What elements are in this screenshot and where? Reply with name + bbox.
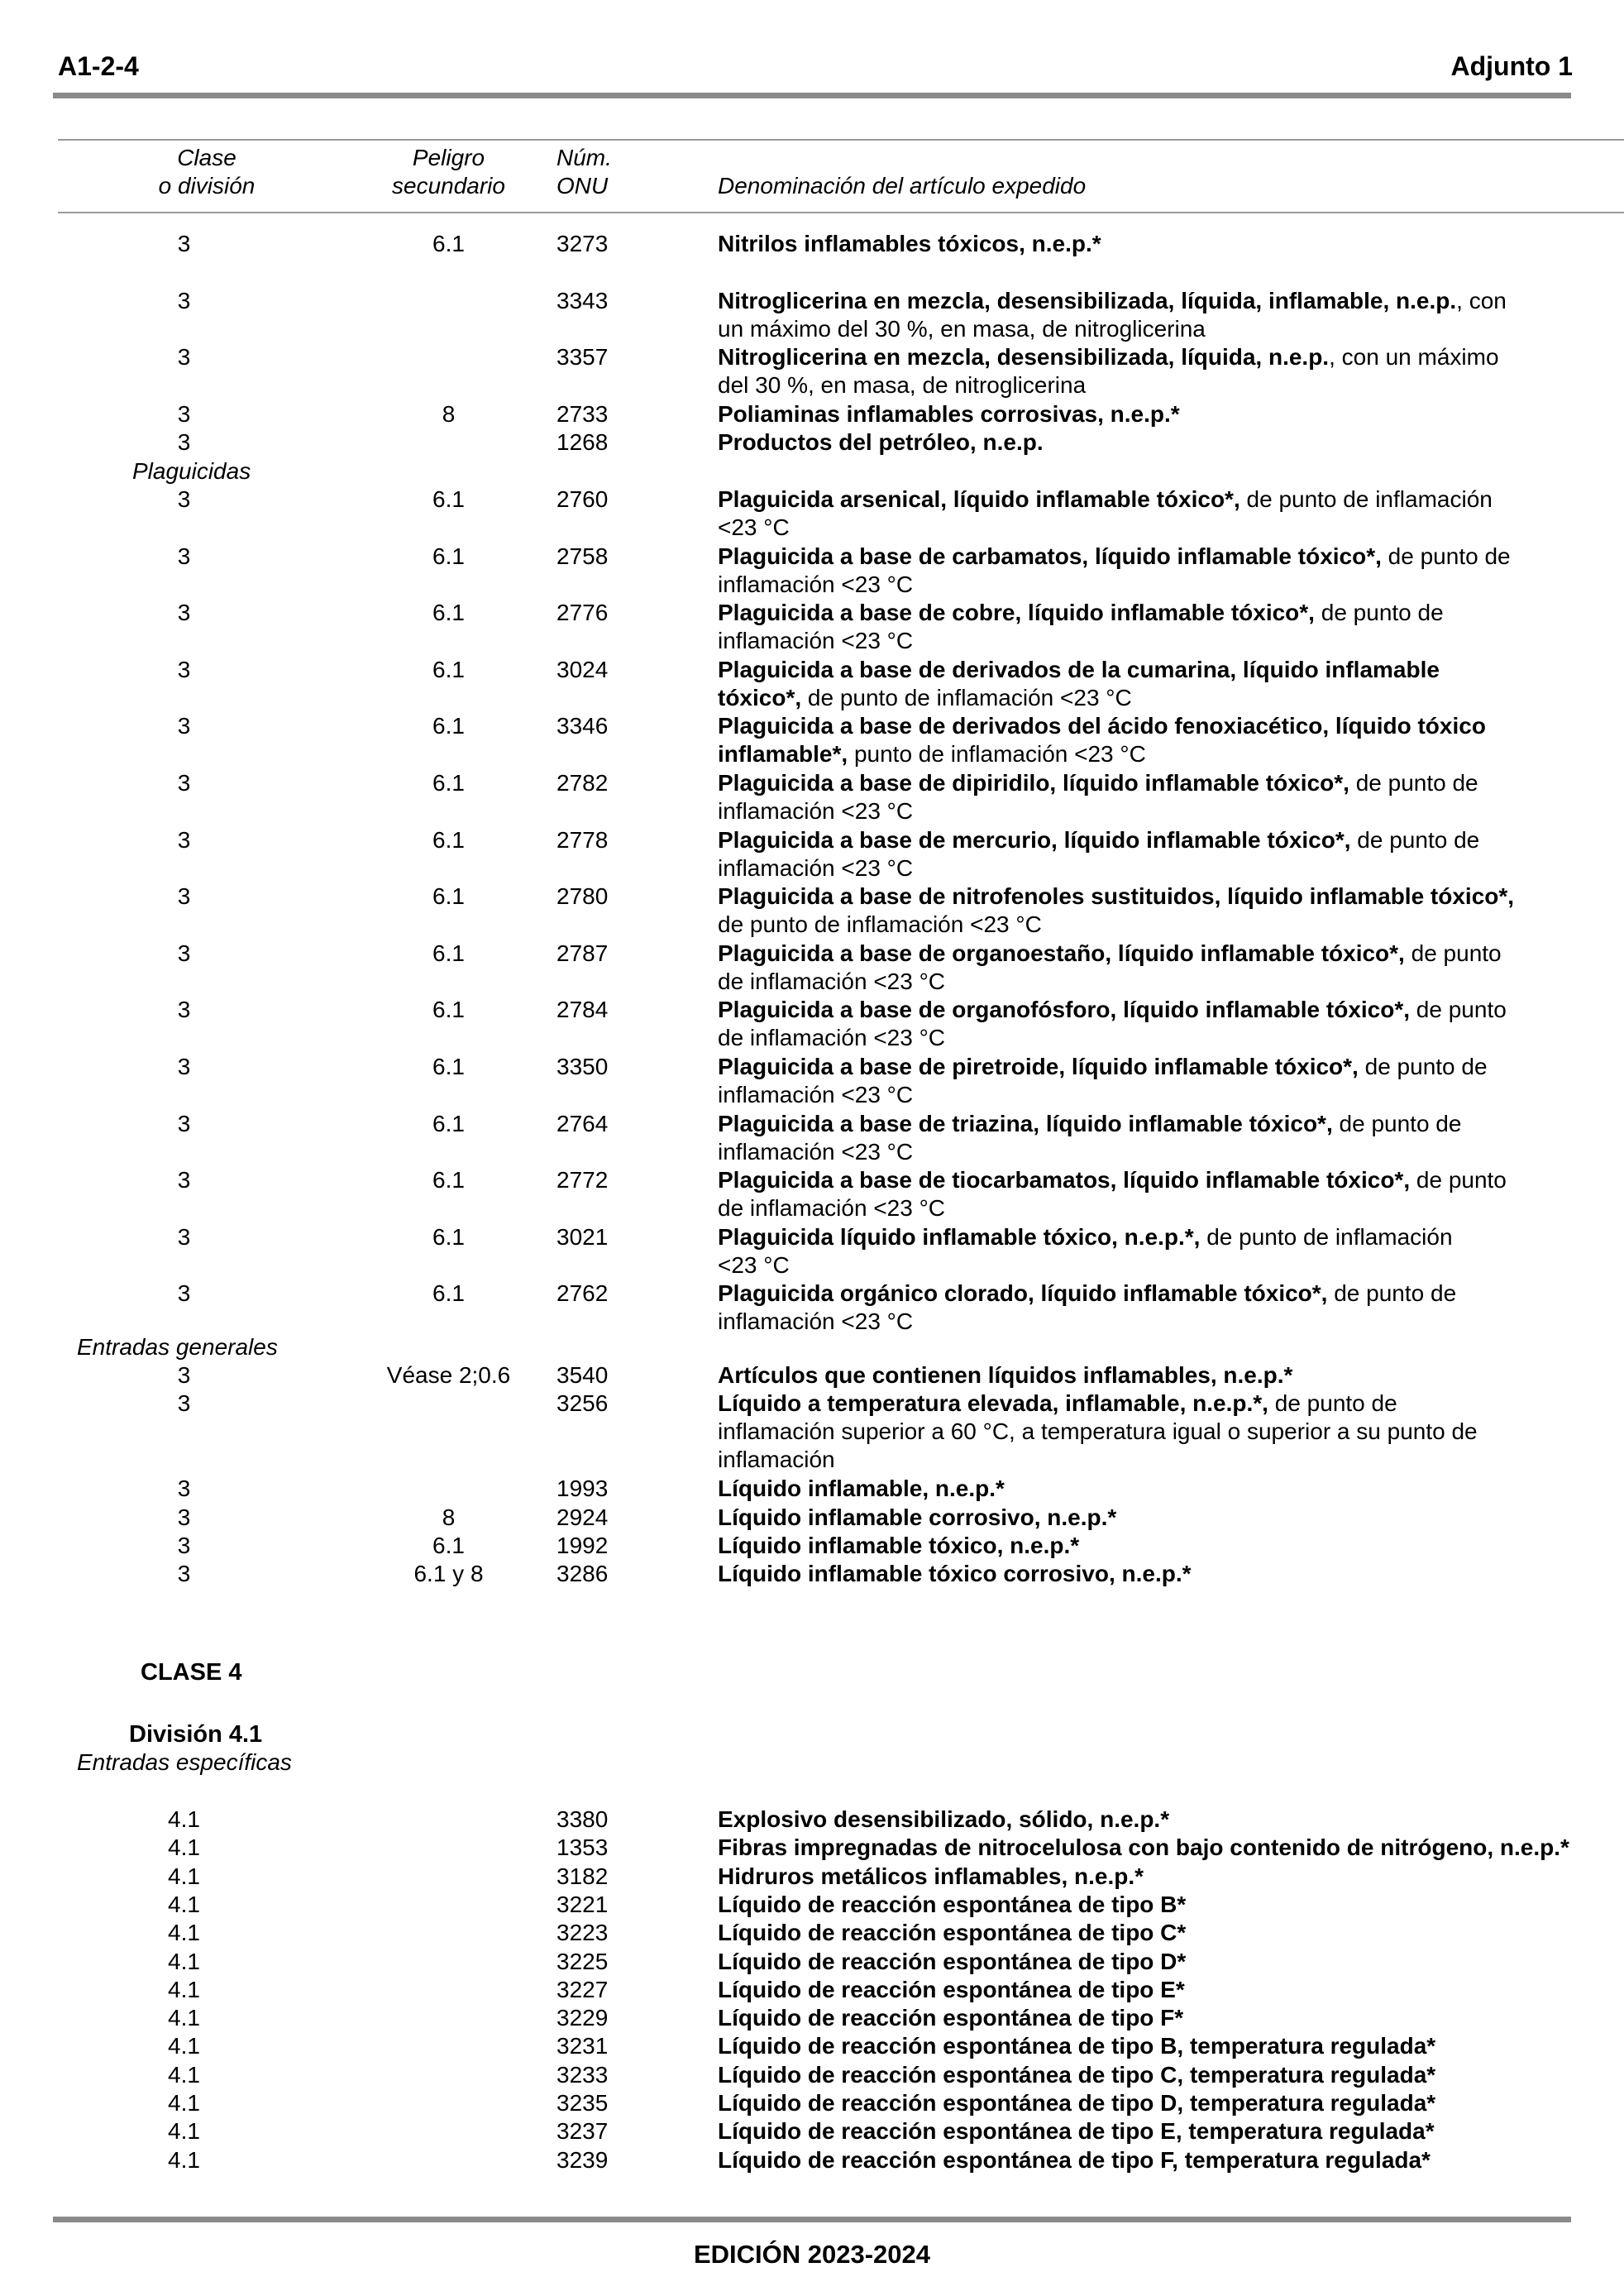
shipping-name-bold: Fibras impregnadas de nitrocelulosa con bajo contenido de nitrógeno, n.e.p.* <box>718 1834 1569 1861</box>
shipping-name-bold: Plaguicida a base de piretroide, líquido inflamable tóxico*, <box>718 1054 1359 1079</box>
shipping-name-line <box>718 2117 1624 2145</box>
shipping-name-bold: Líquido de reacción espontánea de tipo F* <box>718 2005 1184 2031</box>
shipping-name-line <box>718 968 1624 996</box>
shipping-name-bold: Plaguicida a base de organoestaño, líquido inflamable tóxico*, <box>718 940 1405 966</box>
shipping-name-cell <box>718 400 1624 428</box>
secondary-hazard-cell: 6.1 <box>432 1167 465 1193</box>
shipping-name-bold: Nitroglicerina en mezcla, desensibilizada, líquida, inflamable, n.e.p. <box>718 288 1457 313</box>
un-number-cell: 3233 <box>556 2061 609 2088</box>
secondary-hazard-cell: 6.1 <box>432 1533 465 1558</box>
secondary-hazard-cell: 6.1 <box>432 656 465 682</box>
shipping-name-cell <box>718 1053 1624 1109</box>
un-number-cell: 2778 <box>556 826 609 853</box>
shipping-name-text: de punto de <box>1268 1390 1397 1416</box>
un-number-cell: 3380 <box>556 1806 609 1832</box>
un-number-cell: 3239 <box>556 2146 609 2173</box>
class-cell: 4.1 <box>168 2146 200 2173</box>
shipping-name-cell <box>718 2089 1624 2117</box>
class-cell: 3 <box>177 1476 191 1501</box>
shipping-name-bold: Líquido de reacción espontánea de tipo E, temperatura regulada* <box>718 2118 1435 2145</box>
un-number-cell: 3223 <box>556 1920 609 1946</box>
shipping-name-cell <box>718 1110 1624 1166</box>
shipping-name-text: de punto de <box>1332 1110 1462 1136</box>
shipping-name-cell <box>718 712 1624 768</box>
shipping-name-text: de punto de <box>1349 770 1478 796</box>
class-cell: 4.1 <box>168 1863 200 1889</box>
secondary-hazard-cell: 6.1 <box>432 770 465 796</box>
group-entradas-generales: Entradas generales <box>77 1334 278 1360</box>
shipping-name-line <box>718 1475 1624 1503</box>
shipping-name-text: inflamación <23 °C <box>718 1138 914 1165</box>
shipping-name-line <box>718 1948 1624 1976</box>
shipping-name-bold: Plaguicida a base de derivados de la cumarina, líquido inflamable <box>718 656 1440 682</box>
class-cell: 4.1 <box>168 1976 200 2002</box>
shipping-name-text: de inflamación <23 °C <box>718 1025 946 1051</box>
class-cell: 3 <box>177 997 191 1023</box>
shipping-name-bold: Líquido de reacción espontánea de tipo C, temperatura regulada* <box>718 2061 1436 2088</box>
shipping-name-bold: Nitroglicerina en mezcla, desensibilizada, líquida, n.e.p. <box>718 344 1330 370</box>
shipping-name-line <box>718 1223 1624 1251</box>
class-cell: 3 <box>177 288 191 313</box>
un-number-cell: 3229 <box>556 2005 609 2031</box>
shipping-name-cell <box>718 1919 1624 1947</box>
shipping-name-line <box>718 1280 1624 1308</box>
shipping-name-text: de punto de inflamación <box>1239 486 1493 512</box>
shipping-name-line <box>718 1446 1624 1474</box>
un-number-cell: 3273 <box>556 231 609 256</box>
un-number-cell: 1353 <box>556 1834 609 1861</box>
class-cell: 3 <box>177 231 191 256</box>
shipping-name-bold: Hidruros metálicos inflamables, n.e.p.* <box>718 1863 1144 1889</box>
un-number-cell: 1268 <box>556 429 609 455</box>
shipping-name-bold: Plaguicida a base de mercurio, líquido inflamable tóxico*, <box>718 826 1351 853</box>
secondary-hazard-cell: 8 <box>442 401 456 427</box>
shipping-name-bold: Líquido de reacción espontánea de tipo E* <box>718 1976 1185 2002</box>
shipping-name-bold: Líquido de reacción espontánea de tipo D, temperatura regulada* <box>718 2090 1436 2116</box>
shipping-name-text: , con <box>1456 288 1507 313</box>
un-number-cell: 2776 <box>556 600 609 626</box>
col-class-line2: o división <box>158 173 256 199</box>
shipping-name-cell <box>718 1166 1624 1222</box>
shipping-name-cell <box>718 2032 1624 2060</box>
un-number-cell: 2782 <box>556 770 609 796</box>
shipping-name-text: un máximo del 30 %, en masa, de nitroglicerina <box>718 316 1206 342</box>
shipping-name-cell <box>718 1532 1624 1560</box>
annex-title: Adjunto 1 <box>1450 51 1573 81</box>
un-number-cell: 3024 <box>556 656 609 682</box>
shipping-name-line <box>718 797 1624 825</box>
shipping-name-bold: Plaguicida líquido inflamable tóxico, n.e.p.*, <box>718 1223 1201 1250</box>
un-number-cell: 3231 <box>556 2033 609 2059</box>
col-un-line2: ONU <box>556 173 609 199</box>
shipping-name-line <box>718 1390 1624 1418</box>
shipping-name-line <box>718 2089 1624 2117</box>
class-cell: 3 <box>177 1504 191 1530</box>
shipping-name-text: <23 °C <box>718 1251 790 1278</box>
un-number-cell: 3235 <box>556 2090 609 2116</box>
shipping-name-text: de punto <box>1410 997 1507 1023</box>
un-number-cell: 2780 <box>556 883 609 910</box>
shipping-name-cell <box>718 1863 1624 1891</box>
class-cell: 3 <box>177 883 191 910</box>
shipping-name-cell <box>718 883 1624 939</box>
shipping-name-bold: Plaguicida orgánico clorado, líquido inflamable tóxico*, <box>718 1280 1328 1307</box>
un-number-cell: 2772 <box>556 1167 609 1193</box>
shipping-name-line <box>718 1053 1624 1081</box>
shipping-name-line <box>718 712 1624 740</box>
shipping-name-text: inflamación <23 °C <box>718 571 914 597</box>
un-number-cell: 2787 <box>556 940 609 966</box>
shipping-name-bold: Líquido inflamable corrosivo, n.e.p.* <box>718 1504 1117 1530</box>
shipping-name-line <box>718 371 1624 399</box>
secondary-hazard-cell: 6.1 <box>432 543 465 569</box>
class-cell: 3 <box>177 656 191 682</box>
shipping-name-line <box>718 1110 1624 1138</box>
class-cell: 3 <box>177 543 191 569</box>
un-number-cell: 3540 <box>556 1362 609 1388</box>
class-cell: 4.1 <box>168 1806 200 1832</box>
secondary-hazard-cell: 6.1 <box>432 1054 465 1079</box>
un-number-cell: 2924 <box>556 1504 609 1530</box>
shipping-name-bold: Plaguicida a base de tiocarbamatos, líquido inflamable tóxico*, <box>718 1167 1411 1193</box>
shipping-name-line <box>718 627 1624 655</box>
shipping-name-line <box>718 883 1624 911</box>
col-secondary-line2: secundario <box>392 173 505 199</box>
shipping-name-cell <box>718 1948 1624 1976</box>
shipping-name-cell <box>718 1280 1624 1336</box>
shipping-name-bold: Plaguicida arsenical, líquido inflamable tóxico*, <box>718 486 1240 512</box>
secondary-hazard-cell: 8 <box>442 1504 456 1530</box>
shipping-name-bold: inflamable*, <box>718 741 848 768</box>
shipping-name-line <box>718 1806 1624 1834</box>
page-number: A1-2-4 <box>58 51 139 81</box>
class-cell: 3 <box>177 1561 191 1586</box>
un-number-cell: 1993 <box>556 1476 609 1501</box>
shipping-name-cell <box>718 343 1624 399</box>
class-cell: 3 <box>177 1167 191 1193</box>
shipping-name-line <box>718 428 1624 457</box>
shipping-name-cell <box>718 2117 1624 2145</box>
shipping-name-cell <box>718 543 1624 599</box>
class-cell: 4.1 <box>168 1891 200 1917</box>
shipping-name-cell <box>718 1504 1624 1532</box>
shipping-name-line <box>718 343 1624 371</box>
shipping-name-bold: Plaguicida a base de organofósforo, líquido inflamable tóxico*, <box>718 997 1411 1023</box>
un-number-cell: 3021 <box>556 1223 609 1250</box>
class-cell: 4.1 <box>168 2033 200 2059</box>
shipping-name-cell <box>718 940 1624 996</box>
shipping-name-cell <box>718 769 1624 825</box>
shipping-name-bold: Líquido inflamable, n.e.p.* <box>718 1476 1005 1501</box>
shipping-name-line <box>718 400 1624 428</box>
class-cell: 3 <box>177 1110 191 1136</box>
shipping-name-text: de punto <box>1404 940 1502 966</box>
shipping-name-line <box>718 287 1624 315</box>
shipping-name-cell <box>718 1475 1624 1503</box>
group-plaguicidas: Plaguicidas <box>132 458 251 484</box>
un-number-cell: 2733 <box>556 401 609 427</box>
un-number-cell: 2764 <box>556 1110 609 1136</box>
shipping-name-line <box>718 684 1624 712</box>
shipping-name-bold: tóxico*, <box>718 684 802 710</box>
shipping-name-bold: Nitrilos inflamables tóxicos, n.e.p.* <box>718 231 1101 256</box>
shipping-name-cell <box>718 230 1624 258</box>
shipping-name-cell <box>718 1560 1624 1588</box>
un-number-cell: 3182 <box>556 1863 609 1889</box>
shipping-name-text: de punto de inflamación <23 °C <box>718 911 1042 938</box>
un-number-cell: 3343 <box>556 288 609 313</box>
shipping-name-cell <box>718 1361 1624 1390</box>
class-cell: 3 <box>177 713 191 739</box>
shipping-name-text: inflamación <23 °C <box>718 854 914 881</box>
shipping-name-bold: Líquido de reacción espontánea de tipo C* <box>718 1920 1187 1946</box>
shipping-name-line <box>718 571 1624 599</box>
un-number-cell: 3256 <box>556 1390 609 1416</box>
shipping-name-line <box>718 996 1624 1024</box>
class-cell: 3 <box>177 1223 191 1250</box>
shipping-name-text: del 30 %, en masa, de nitroglicerina <box>718 372 1087 398</box>
shipping-name-line <box>718 230 1624 258</box>
shipping-name-cell <box>718 1223 1624 1280</box>
class-cell: 3 <box>177 486 191 512</box>
shipping-name-bold: Plaguicida a base de carbamatos, líquido inflamable tóxico*, <box>718 543 1382 569</box>
secondary-hazard-cell: 6.1 <box>432 1110 465 1136</box>
shipping-name-line <box>718 1976 1624 2004</box>
class-cell: 4.1 <box>168 2061 200 2088</box>
shipping-name-line <box>718 1560 1624 1588</box>
un-number-cell: 3237 <box>556 2118 609 2145</box>
shipping-name-cell <box>718 428 1624 457</box>
shipping-name-line <box>718 2061 1624 2089</box>
secondary-hazard-cell: 6.1 <box>432 997 465 1023</box>
col-un-line1: Núm. <box>556 145 612 170</box>
class-cell: 3 <box>177 429 191 455</box>
shipping-name-line <box>718 769 1624 797</box>
shipping-name-text: inflamación <box>718 1447 835 1472</box>
shipping-name-bold: Líquido de reacción espontánea de tipo B* <box>718 1891 1187 1917</box>
un-number-cell: 3221 <box>556 1891 609 1917</box>
shipping-name-line <box>718 1081 1624 1109</box>
shipping-name-line <box>718 1418 1624 1446</box>
group-entradas-especificas: Entradas específicas <box>77 1749 292 1775</box>
footer-rule <box>53 2217 1571 2222</box>
shipping-name-line <box>718 656 1624 684</box>
un-number-cell: 2762 <box>556 1280 609 1307</box>
secondary-hazard-cell: 6.1 <box>432 1223 465 1250</box>
shipping-name-line <box>718 1919 1624 1947</box>
un-number-cell: 3357 <box>556 344 609 370</box>
col-secondary-line1: Peligro <box>412 145 485 170</box>
shipping-name-line <box>718 1891 1624 1919</box>
shipping-name-line <box>718 854 1624 883</box>
shipping-name-cell <box>718 656 1624 712</box>
class-cell: 3 <box>177 1054 191 1079</box>
division-4-1-heading: División 4.1 <box>129 1721 263 1748</box>
shipping-name-cell <box>718 2004 1624 2032</box>
shipping-name-bold: Artículos que contienen líquidos inflamables, n.e.p.* <box>718 1362 1293 1388</box>
shipping-name-line <box>718 1504 1624 1532</box>
shipping-name-line <box>718 2004 1624 2032</box>
shipping-name-text: inflamación <23 °C <box>718 1308 914 1335</box>
shipping-name-line <box>718 1194 1624 1222</box>
shipping-name-text: inflamación <23 °C <box>718 798 914 824</box>
col-name-header: Denominación del artículo expedido <box>718 173 1087 199</box>
un-number-cell: 3286 <box>556 1561 609 1586</box>
shipping-name-bold: Líquido de reacción espontánea de tipo F, temperatura regulada* <box>718 2146 1431 2173</box>
shipping-name-bold: Plaguicida a base de dipiridilo, líquido inflamable tóxico*, <box>718 770 1349 796</box>
shipping-name-cell <box>718 1834 1624 1862</box>
shipping-name-text: inflamación <23 °C <box>718 628 914 654</box>
secondary-hazard-cell: 6.1 y 8 <box>413 1561 484 1586</box>
secondary-hazard-cell: 6.1 <box>432 486 465 512</box>
shipping-name-bold: Líquido a temperatura elevada, inflamable, n.e.p.*, <box>718 1390 1268 1416</box>
shipping-name-cell <box>718 996 1624 1052</box>
shipping-name-text: , con un máximo <box>1329 344 1499 370</box>
shipping-name-line <box>718 486 1624 514</box>
shipping-name-line <box>718 1308 1624 1336</box>
shipping-name-line <box>718 1361 1624 1390</box>
shipping-name-cell <box>718 826 1624 883</box>
class-cell: 3 <box>177 1390 191 1416</box>
shipping-name-cell <box>718 599 1624 655</box>
un-number-cell: 2758 <box>556 543 609 569</box>
shipping-name-bold: Líquido inflamable tóxico, n.e.p.* <box>718 1533 1080 1558</box>
shipping-name-text: inflamación <23 °C <box>718 1082 914 1107</box>
un-number-cell: 2784 <box>556 997 609 1023</box>
col-class-line1: Clase <box>177 145 236 170</box>
un-number-cell: 3350 <box>556 1054 609 1079</box>
shipping-name-line <box>718 911 1624 939</box>
shipping-name-cell <box>718 2061 1624 2089</box>
shipping-name-line <box>718 599 1624 627</box>
secondary-hazard-cell: 6.1 <box>432 713 465 739</box>
un-number-cell: 1992 <box>556 1533 609 1558</box>
un-number-cell: 2760 <box>556 486 609 512</box>
shipping-name-text: de inflamación <23 °C <box>718 1195 946 1222</box>
shipping-name-text: de punto de <box>1314 600 1444 626</box>
shipping-name-cell <box>718 1891 1624 1919</box>
class-cell: 3 <box>177 1280 191 1307</box>
shipping-name-cell <box>718 1976 1624 2004</box>
shipping-name-text: de punto de inflamación <23 °C <box>801 684 1132 710</box>
secondary-hazard-cell: 6.1 <box>432 231 465 256</box>
shipping-name-cell <box>718 1390 1624 1474</box>
shipping-name-line <box>718 826 1624 854</box>
secondary-hazard-cell: 6.1 <box>432 940 465 966</box>
shipping-name-text: de punto <box>1410 1167 1507 1193</box>
shipping-name-cell <box>718 287 1624 343</box>
secondary-hazard-cell: 6.1 <box>432 883 465 910</box>
secondary-hazard-cell: Véase 2;0.6 <box>386 1362 511 1388</box>
shipping-name-bold: Plaguicida a base de nitrofenoles sustituidos, líquido inflamable tóxico*, <box>718 883 1515 910</box>
shipping-name-cell <box>718 486 1624 542</box>
class-cell: 3 <box>177 401 191 427</box>
class-cell: 4.1 <box>168 2090 200 2116</box>
shipping-name-line <box>718 514 1624 542</box>
shipping-name-line <box>718 315 1624 343</box>
shipping-name-line <box>718 1166 1624 1194</box>
class-cell: 3 <box>177 826 191 853</box>
un-number-cell: 3346 <box>556 713 609 739</box>
shipping-name-text: de punto de <box>1327 1280 1457 1307</box>
class-cell: 3 <box>177 344 191 370</box>
shipping-name-line <box>718 1834 1624 1862</box>
class-cell: 4.1 <box>168 2005 200 2031</box>
un-number-cell: 3227 <box>556 1976 609 2002</box>
class-cell: 3 <box>177 1533 191 1558</box>
shipping-name-line <box>718 2146 1624 2174</box>
shipping-name-line <box>718 940 1624 968</box>
shipping-name-text: de punto de <box>1381 543 1511 569</box>
shipping-name-text: de inflamación <23 °C <box>718 968 946 994</box>
shipping-name-bold: Explosivo desensibilizado, sólido, n.e.p.* <box>718 1806 1170 1832</box>
shipping-name-bold: Líquido inflamable tóxico corrosivo, n.e.p.* <box>718 1561 1192 1586</box>
class-cell: 4.1 <box>168 1920 200 1946</box>
shipping-name-bold: Líquido de reacción espontánea de tipo D* <box>718 1948 1187 1974</box>
class-cell: 4.1 <box>168 2118 200 2145</box>
shipping-name-text: <23 °C <box>718 514 790 540</box>
class-cell: 4.1 <box>168 1948 200 1974</box>
shipping-name-line <box>718 2032 1624 2060</box>
edition-footer: EDICIÓN 2023-2024 <box>693 2240 931 2269</box>
class-cell: 3 <box>177 770 191 796</box>
class-4-heading: CLASE 4 <box>141 1659 242 1686</box>
shipping-name-bold: Líquido de reacción espontánea de tipo B, temperatura regulada* <box>718 2033 1436 2059</box>
shipping-name-text: punto de inflamación <23 °C <box>848 741 1146 768</box>
un-number-cell: 3225 <box>556 1948 609 1974</box>
shipping-name-bold: Plaguicida a base de cobre, líquido inflamable tóxico*, <box>718 600 1315 626</box>
secondary-hazard-cell: 6.1 <box>432 600 465 626</box>
secondary-hazard-cell: 6.1 <box>432 1280 465 1307</box>
shipping-name-line <box>718 1532 1624 1560</box>
shipping-name-bold: Productos del petróleo, n.e.p. <box>718 429 1044 455</box>
class-cell: 4.1 <box>168 1834 200 1861</box>
shipping-name-cell <box>718 2146 1624 2174</box>
class-cell: 3 <box>177 1362 191 1388</box>
shipping-name-line <box>718 543 1624 571</box>
shipping-name-text: inflamación superior a 60 °C, a temperatura igual o superior a su punto de <box>718 1418 1478 1444</box>
shipping-name-bold: Plaguicida a base de derivados del ácido fenoxiacético, líquido tóxico <box>718 713 1486 739</box>
shipping-name-bold: Plaguicida a base de triazina, líquido inflamable tóxico*, <box>718 1110 1333 1136</box>
shipping-name-line <box>718 1024 1624 1052</box>
shipping-name-line <box>718 1863 1624 1891</box>
shipping-name-text: de punto de <box>1358 1054 1488 1079</box>
shipping-name-bold: Poliaminas inflamables corrosivas, n.e.p.* <box>718 401 1180 427</box>
shipping-name-line <box>718 1251 1624 1280</box>
class-cell: 3 <box>177 600 191 626</box>
shipping-name-text: de punto de <box>1350 826 1480 853</box>
shipping-name-cell <box>718 1806 1624 1834</box>
class-cell: 3 <box>177 940 191 966</box>
shipping-name-text: de punto de inflamación <box>1200 1223 1453 1250</box>
secondary-hazard-cell: 6.1 <box>432 826 465 853</box>
shipping-name-line <box>718 1138 1624 1166</box>
shipping-name-line <box>718 740 1624 768</box>
